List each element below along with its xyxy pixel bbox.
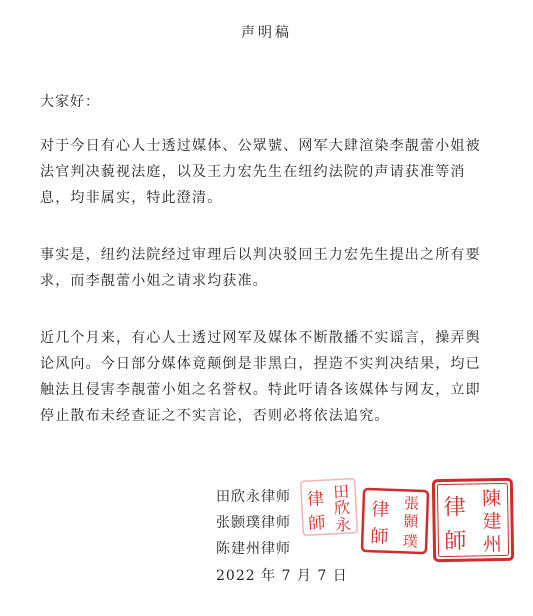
paragraph-1: 对于今日有心人士透过媒体、公眾號、网军大肆渲染李靚蕾小姐被法官判决藐视法庭，以及王力宏先生在纽约法院的声请获准等消息，均非属实，特此澄清。 [40, 138, 481, 206]
svg-text:陳: 陳 [481, 487, 502, 510]
lawyer-seal-1 [299, 477, 360, 538]
signatory-1: 田欣永律师 [216, 489, 291, 505]
svg-text:律: 律 [443, 495, 467, 521]
svg-text:永: 永 [334, 514, 352, 535]
svg-text:師: 師 [307, 513, 326, 535]
svg-text:建: 建 [482, 510, 502, 533]
paragraph-3: 近几个月来，有心人士透过网军及媒体不断散播不实谣言，操弄舆论风向。今日部分媒体竟颠倒是非黑白，捏造不实判决结果，均已触法且侵害李靚蕾小姐之名誉权。特此吁请各该媒体与网友，立即停止散布未经查证之不实言论，否则必将依法追究。 [40, 330, 481, 424]
svg-text:律: 律 [306, 489, 325, 511]
greeting: 大家好： [40, 94, 100, 110]
lawyer-seal-2 [360, 487, 430, 555]
signatory-3: 陈建州律师 [216, 541, 291, 557]
signatory-2: 张颢璞律师 [216, 515, 291, 531]
svg-text:張: 張 [403, 494, 420, 513]
document-title: 声明稿 [241, 25, 292, 41]
svg-text:顥: 顥 [403, 512, 419, 531]
svg-text:律: 律 [371, 499, 390, 521]
svg-text:田: 田 [332, 481, 350, 502]
paragraph-2: 事实是，纽约法院经过审理后以判决驳回王力宏先生提出之所有要求，而李靚蕾小姐之请求均获准。 [40, 247, 481, 289]
signatories [216, 484, 291, 562]
svg-text:師: 師 [444, 529, 467, 555]
svg-text:欣: 欣 [333, 497, 351, 518]
lawyer-seal-3 [431, 477, 514, 562]
svg-text:璞: 璞 [402, 532, 419, 551]
document-date: 2022 年 7 月 7 日 [216, 568, 348, 584]
svg-text:州: 州 [482, 533, 503, 556]
svg-text:師: 師 [370, 526, 389, 548]
